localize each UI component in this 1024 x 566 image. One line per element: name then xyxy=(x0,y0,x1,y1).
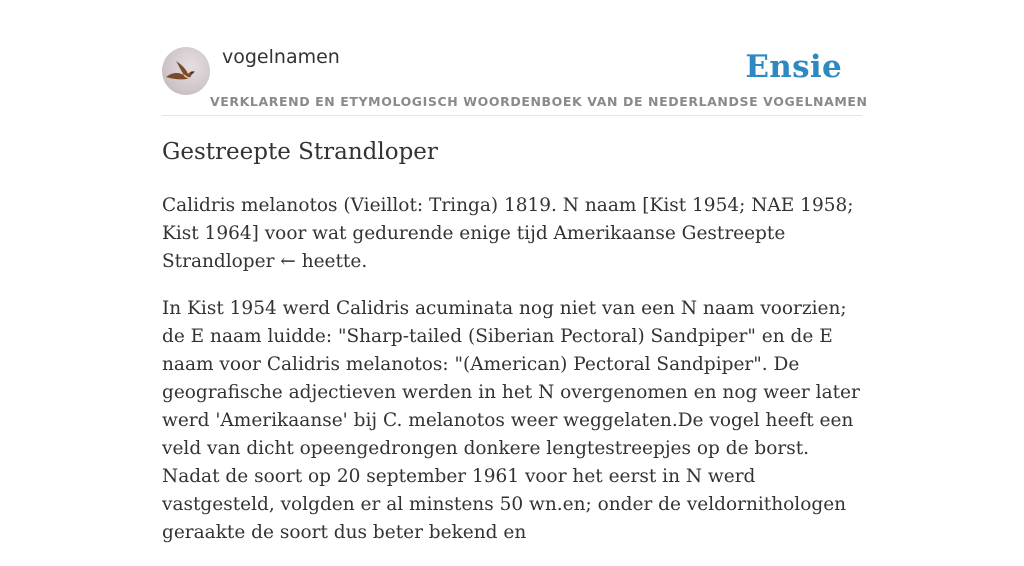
article-body xyxy=(162,192,862,566)
site-name[interactable]: vogelnamen xyxy=(222,46,340,68)
site-header xyxy=(162,0,868,116)
page-title: Gestreepte Strandloper xyxy=(162,139,438,165)
brand-logo[interactable]: Ensie xyxy=(745,49,842,85)
article-paragraph: Calidris melanotos (Vieillot: Tringa) 1819. N naam [Kist 1954; NAE 1958; Kist 1964] voor wat gedurende enige tijd Amerikaanse Gestreepte Strandloper ← heette. xyxy=(162,195,854,272)
page xyxy=(162,0,868,543)
bird-avatar-icon[interactable] xyxy=(162,47,210,95)
site-subtitle[interactable]: VERKLAREND EN ETYMOLOGISCH WOORDENBOEK VAN DE NEDERLANDSE VOGELNAMEN xyxy=(210,94,868,109)
article-paragraph: In Kist 1954 werd Calidris acuminata nog niet van een N naam voorzien; de E naam luidde: "Sharp-tailed (Siberian Pectoral) Sandpiper" en de E naam voor Calidris melanotos: "(American) Pectoral Sandpiper". De geografische adjectieven werden in het N overgenomen en nog weer later werd 'Amerikaanse' bij C. melanotos weer weggelaten.De vogel heeft een veld van dicht opeengedrongen donkere lengtestreepjes op de borst. Nadat de soort op 20 september 1961 voor het eerst in N werd vastgesteld, volgden er al minstens 50 wn.en; onder de veldornithologen geraakte de soort dus beter bekend en xyxy=(162,298,860,543)
